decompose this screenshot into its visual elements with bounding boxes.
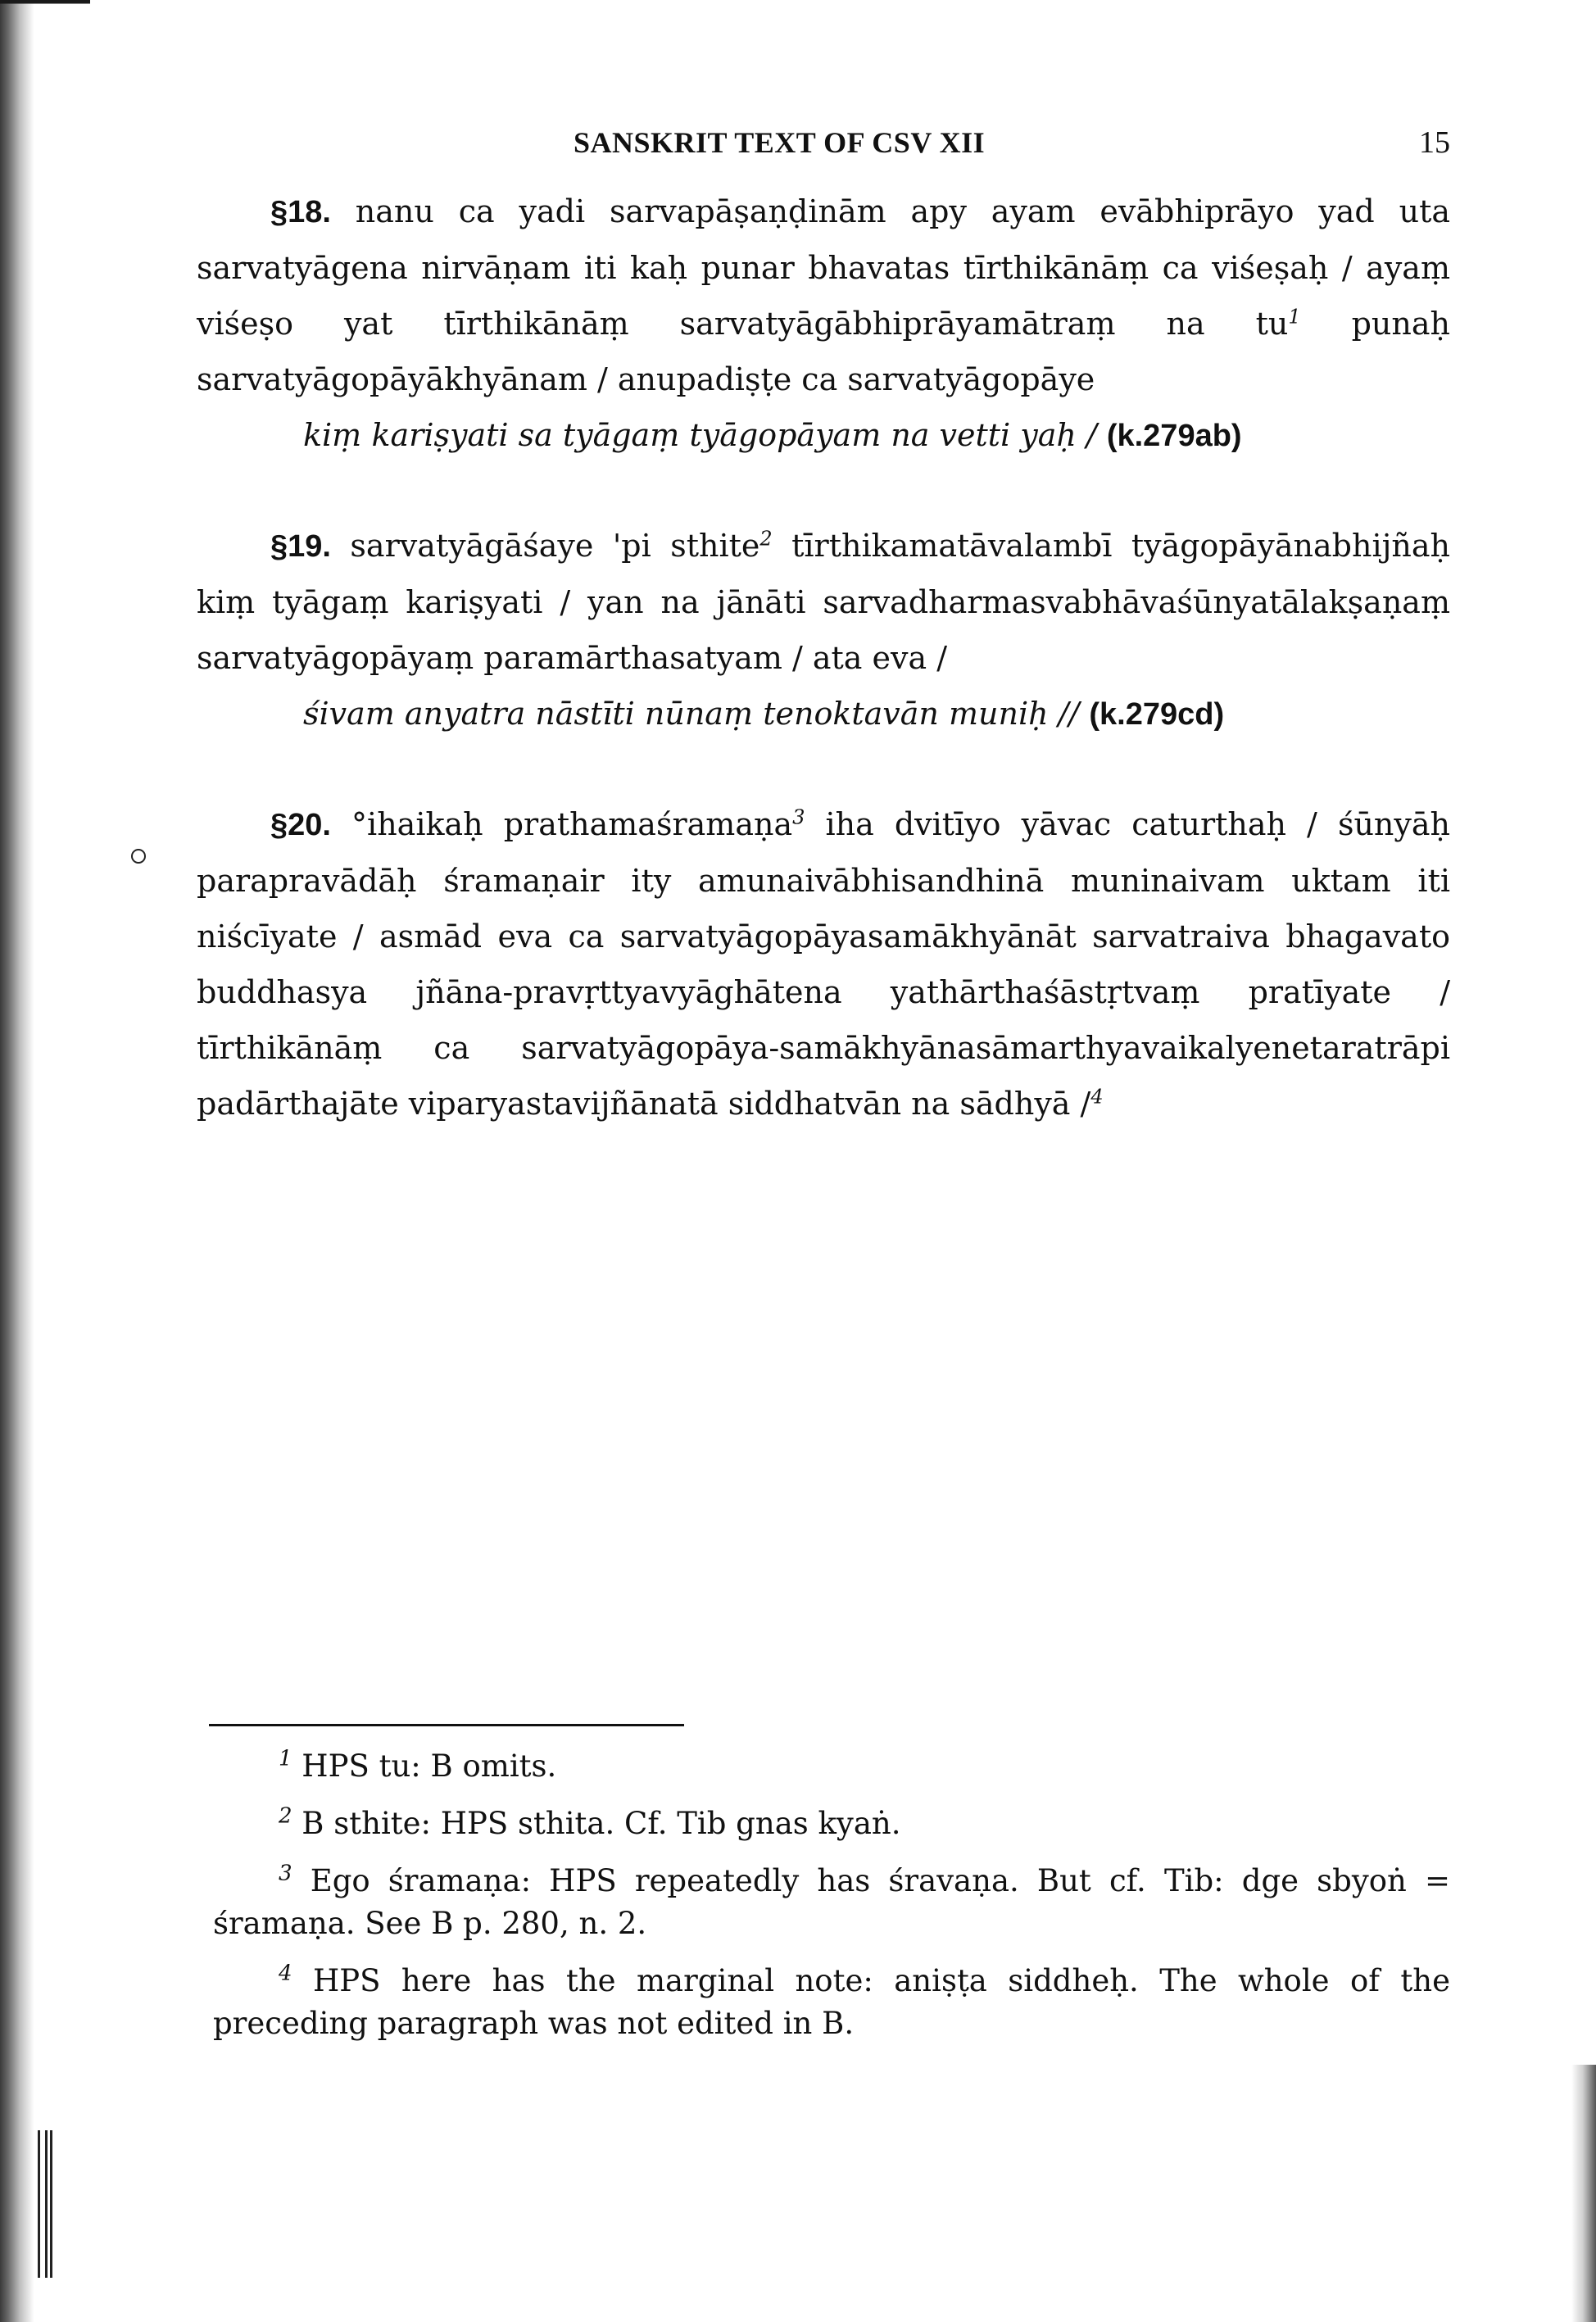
footnote-rule [209, 1724, 684, 1726]
paragraph-text: tīrthikamatāvalambī tyāgopāyānabhijñaḥ kiṃ tyāgaṃ kariṣyati / yan na jānāti sarvadharmasvabhāvaśūnyatālakṣaṇaṃ sarvatyāgopāyaṃ paramārthasatyam / ata eva / [197, 528, 1450, 676]
footnote-ref: 2 [759, 527, 773, 551]
page-body [197, 115, 1450, 1132]
paragraph-text: punaḥ sarvatyāgopāyākhyānam / anupadiṣṭe ca sarvatyāgopāye [197, 306, 1450, 397]
footnote-2 [213, 1803, 1450, 1845]
footnote-3 [213, 1860, 1450, 1945]
paragraph-18 [197, 184, 1450, 407]
footnote-text: HPS tu: B omits. [292, 1748, 557, 1784]
margin-circle-mark [131, 849, 146, 864]
scanned-right-edge [1571, 2065, 1596, 2322]
scanned-page-edge [0, 0, 34, 2322]
verse-reference: (k.279cd) [1089, 697, 1225, 732]
footnote-1 [213, 1745, 1450, 1788]
verse-text: śivam anyatra nāstīti nūnaṃ tenoktavān muniḥ // [303, 696, 1090, 732]
footnote-ref: 4 [1090, 1085, 1104, 1109]
section-number: §18. [270, 195, 331, 229]
paragraph-text: nanu ca yadi sarvapāṣaṇḍinām apy ayam evābhiprāyo yad uta sarvatyāgena nirvāṇam iti kaḥ punar bhavatas tīrthikānāṃ ca viśeṣaḥ / ayaṃ viśeṣo yat tīrthikānāṃ sarvatyāgābhiprāyamātraṃ na tu [197, 193, 1450, 342]
footnote-number: 1 [279, 1746, 292, 1771]
footnote-number: 2 [279, 1803, 292, 1829]
verse-279ab [303, 407, 1450, 464]
footnote-4 [213, 1960, 1450, 2045]
footnote-number: 4 [279, 1961, 292, 1986]
footnote-text: B sthite: HPS sthita. Cf. Tib gnas kyaṅ. [292, 1806, 901, 1841]
running-title: SANSKRIT TEXT OF CSV XII [574, 126, 986, 159]
footnotes [213, 1745, 1450, 2060]
section-number: §19. [270, 529, 331, 564]
paragraph-text: °ihaikaḥ prathamaśramaṇa [330, 806, 793, 842]
footnote-text: Ego śramaṇa: HPS repeatedly has śravaṇa. But cf. Tib: dge sbyoṅ = śramaṇa. See B p. 280, n. 2. [213, 1863, 1450, 1941]
verse-text: kiṃ kariṣyati sa tyāgaṃ tyāgopāyam na vetti yaḥ / [303, 417, 1107, 453]
footnote-text: HPS here has the marginal note: aniṣṭa siddheḥ. The whole of the preceding paragraph was not edited in B. [213, 1963, 1450, 2041]
footnote-ref: 3 [792, 805, 805, 829]
scanned-corner-shadow [0, 0, 90, 23]
paragraph-text: sarvatyāgāśaye 'pi sthite [330, 528, 760, 564]
paragraph-20 [197, 796, 1450, 1132]
verse-279cd [303, 686, 1450, 742]
footnote-number: 3 [279, 1861, 292, 1886]
footnote-ref: 1 [1288, 305, 1301, 329]
page-number: 15 [1419, 125, 1450, 160]
paragraph-text: iha dvitīyo yāvac caturthaḥ / śūnyāḥ parapravādāḥ śramaṇair ity amunaivābhisandhinā muninaivam uktam iti niścīyate / asmād eva ca sarvatyāgopāyasamākhyānāt sarvatraiva bhagavato buddhasya jñāna-pravṛttyavyāghātena yathārthaśāstṛtvaṃ pratīyate / tīrthikānāṃ ca sarvatyāgopāya-samākhyānasāmarthyavaikalyenetaratrāpi padārthajāte viparyastavijñānatā siddhatvān na sādhyā / [197, 806, 1450, 1122]
paragraph-19 [197, 518, 1450, 686]
verse-reference: (k.279ab) [1106, 419, 1242, 453]
section-number: §20. [270, 808, 331, 842]
binding-marks [38, 2130, 54, 2278]
running-header [197, 115, 1450, 172]
